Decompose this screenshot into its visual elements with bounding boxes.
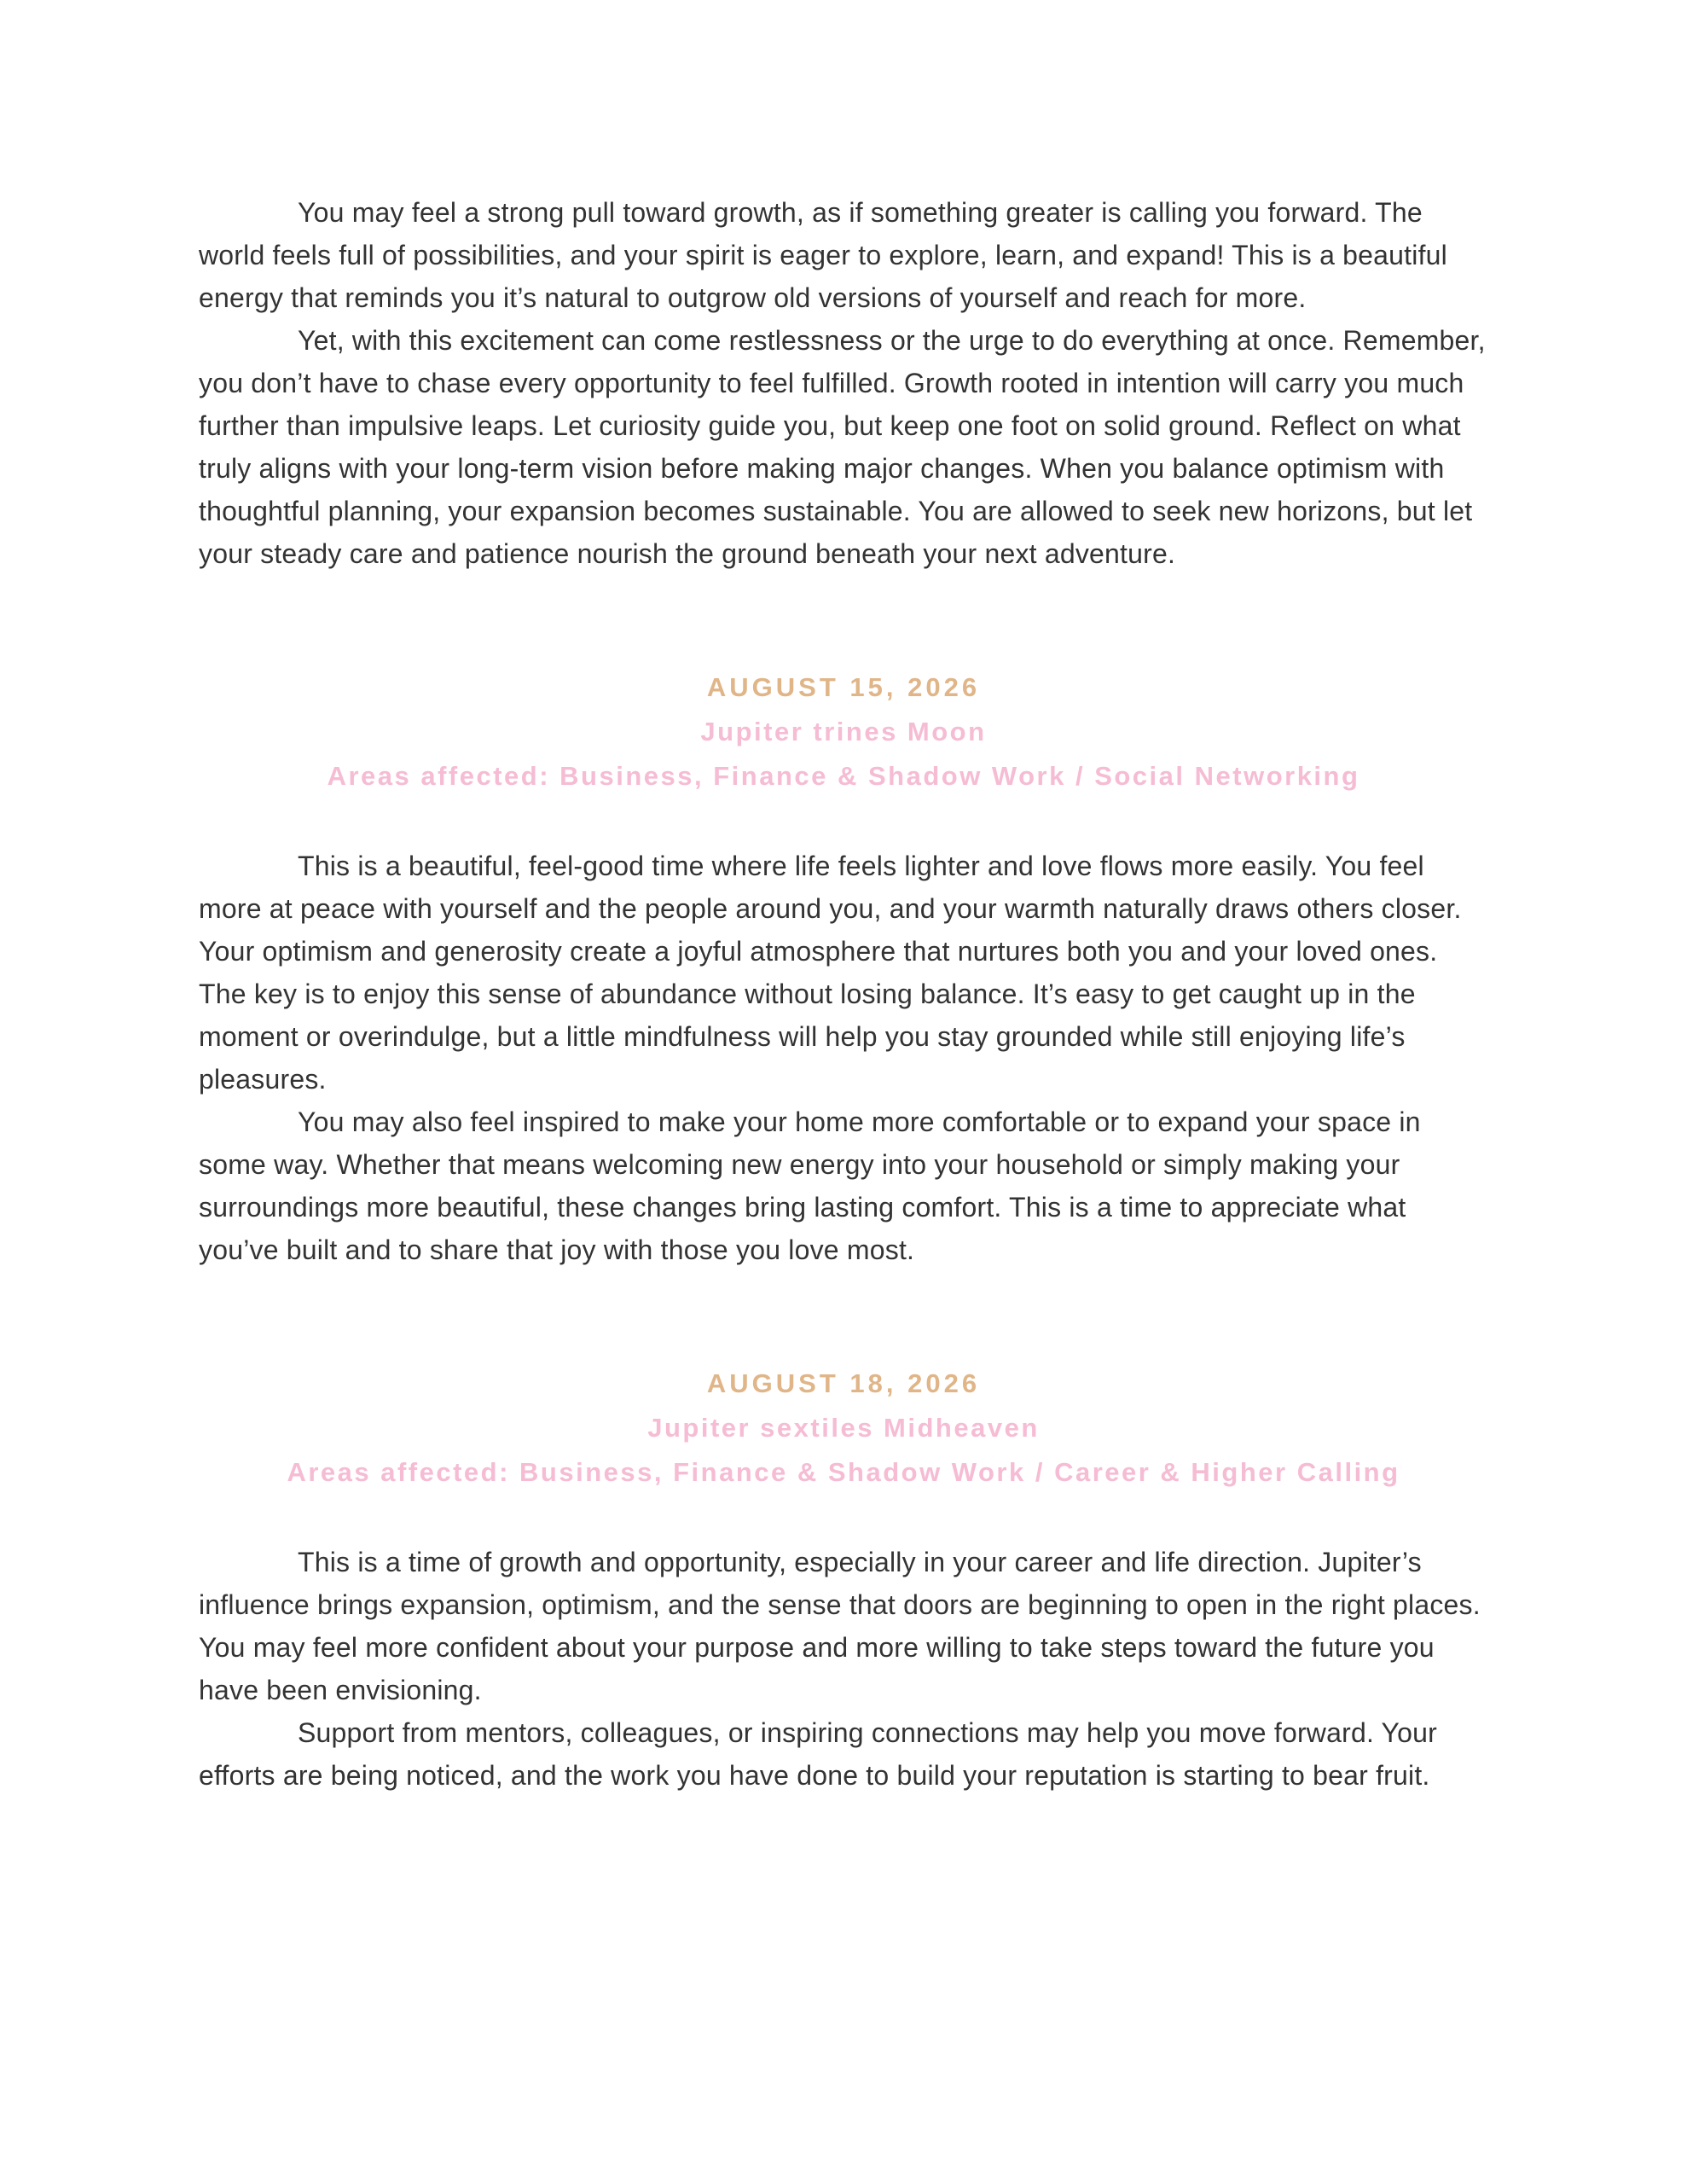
intro-paragraph-2: Yet, with this excitement can come restlessness or the urge to do everything at once. Remember, you don’t have to chase every opportunity to feel fulfilled. Growth rooted in intention will carry you much further than impulsive leaps. Let curiosity guide you, but keep one foot on solid ground. Reflect on what truly aligns with your long-term vision before making major changes. When you balance optimism with thoughtful planning, your expansion becomes sustainable. You are allowed to seek new horizons, but let your steady care and patience nourish the ground beneath your next adventure.: [199, 325, 1486, 569]
event-paragraph-1: This is a beautiful, feel-good time where life feels lighter and love flows more easily. You feel more at peace with yourself and the people around you, and your warmth naturally draws others closer. Your optimism and generosity create a joyful atmosphere that nurtures both you and your loved ones. The key is to enjoy this sense of abundance without losing balance. It’s easy to get caught up in the moment or overindulge, but a little mindfulness will help you stay grounded while still enjoying life’s pleasures.: [199, 851, 1462, 1095]
event-date: AUGUST 18, 2026: [706, 1368, 981, 1398]
intro-paragraph-1: You may feel a strong pull toward growth, as if something greater is calling you forward. The world feels full of possibilities, and your spirit is eager to explore, learn, and expand! This is a beautiful energy that reminds you it’s natural to outgrow old versions of yourself and reach for more.: [199, 197, 1447, 313]
event-areas-affected: Areas affected: Business, Finance & Shadow Work / Social Networking: [327, 761, 1360, 791]
event-aspect: Jupiter sextiles Midheaven: [647, 1413, 1040, 1443]
event-header: [199, 1362, 1488, 1495]
event-section-august-15: [199, 665, 1488, 1271]
event-paragraph-1: This is a time of growth and opportunity, especially in your career and life direction. Jupiter’s influence brings expansion, optimism, and the sense that doors are beginning to open in the right places. You may feel more confident about your purpose and more willing to take steps toward the future you have been envisioning.: [199, 1547, 1481, 1705]
event-areas-affected: Areas affected: Business, Finance & Shadow Work / Career & Higher Calling: [287, 1457, 1400, 1487]
event-paragraph-2: You may also feel inspired to make your home more comfortable or to expand your space in some way. Whether that means welcoming new energy into your household or simply making your surroundings more beautiful, these changes bring lasting comfort. This is a time to appreciate what you’ve built and to share that joy with those you love most.: [199, 1107, 1421, 1265]
event-aspect: Jupiter trines Moon: [700, 717, 987, 746]
event-section-august-18: [199, 1362, 1488, 1797]
event-paragraph-2: Support from mentors, colleagues, or inspiring connections may help you move forward. Your efforts are being noticed, and the work you have done to build your reputation is starting to bear fruit.: [199, 1717, 1438, 1791]
document-content: [199, 0, 1488, 1797]
event-header: [199, 665, 1488, 799]
intro-section: [199, 191, 1488, 575]
event-date: AUGUST 15, 2026: [706, 672, 981, 702]
